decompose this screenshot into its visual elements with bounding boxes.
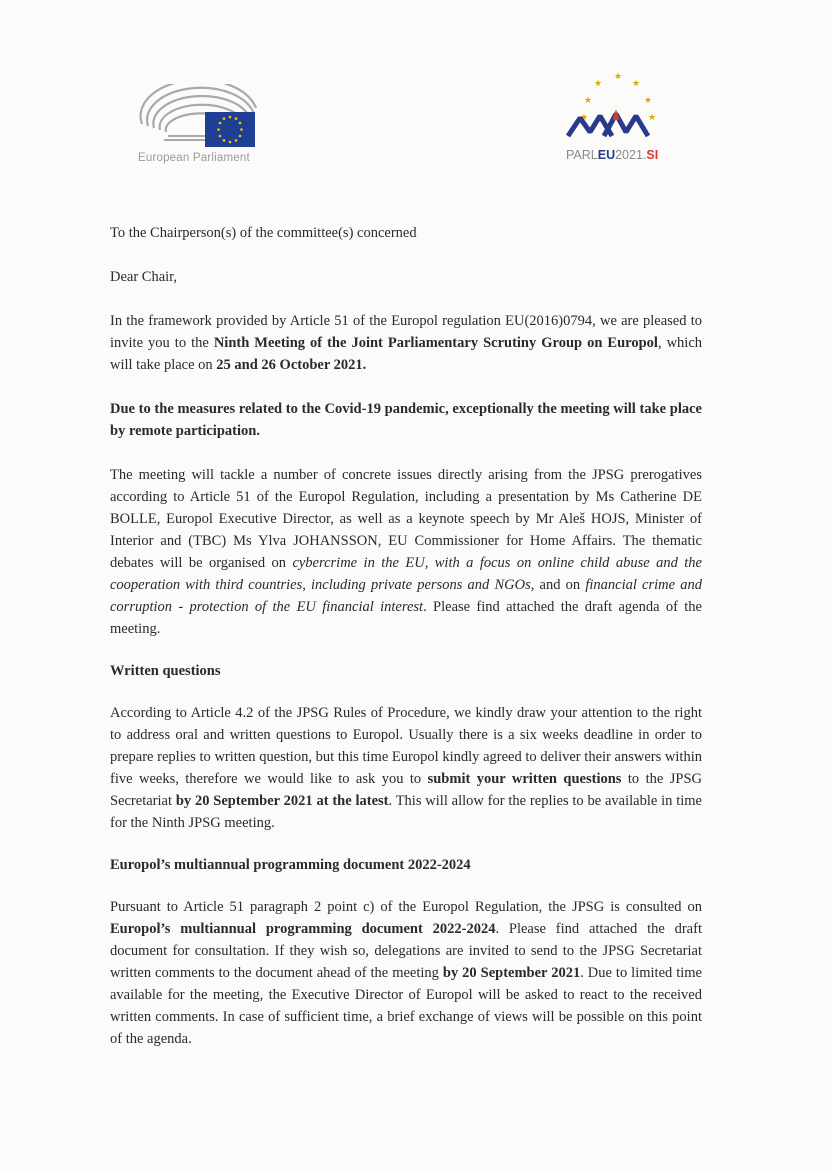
svg-text:★: ★ [614,72,623,82]
svg-text:★: ★ [580,113,589,123]
invitation-paragraph: In the framework provided by Article 51 of the Europol regulation EU(2016)0794, we are pleased to invite you to the Ninth Meeting of the Joint Parliamentary Scrutiny Group on Europol, which will take place on 25 and 26 October 2021. [110,313,703,373]
caption-si: SI [646,148,659,162]
svg-text:★: ★ [594,79,603,89]
hemicycle-icon [138,84,263,148]
svg-text:★: ★ [644,96,653,106]
programming-paragraph: Pursuant to Article 51 paragraph 2 point c) of the Europol Regulation, the JPSG is consulted on Europol’s multiannual programming document 2022-2024. Please find attached the draft document for consultation. If they wish so, delegations are invited to send to the JPSG Secretariat written comments to the document ahead of the meeting by 20 September 2021. Due to limited time available for the meeting, the Executive Director of Europol will be asked to react to the received written comments. In case of sufficient time, a brief exchange of views will be possible on this point of the agenda. [110,899,702,1047]
letter-body [110,222,702,1050]
svg-text:★: ★ [584,96,593,106]
covid-notice: Due to the measures related to the Covid-19 pandemic, exceptionally the meeting will take place by remote participation. [110,401,702,439]
svg-text:★: ★ [648,113,657,123]
svg-text:★: ★ [632,79,641,89]
caption-year: 2021. [615,148,647,162]
written-questions-paragraph: According to Article 4.2 of the JPSG Rules of Procedure, we kindly draw your attention to the right to address oral and written questions to Europol. Usually there is a six weeks deadline in order to prepare replies to written question, but this time Europol kindly agreed to deliver their answers within five weeks, therefore we would like to ask you to submit your written questions to the JPSG Secretariat by 20 September 2021 at the latest. This will allow for the replies to be available in time for the Ninth JPSG meeting. [110,705,702,831]
caption-parl: PARL [566,148,598,162]
section-heading-programming: Europol’s multiannual programming document 2022-2024 [110,857,471,873]
presidency-emblem-icon [560,70,675,142]
salutation: Dear Chair, [110,269,178,285]
european-parliament-logo [138,84,263,170]
ep-logo-caption: European Parliament [138,152,250,164]
presidency-logo [560,70,675,170]
caption-eu: EU [597,148,616,162]
agenda-paragraph: The meeting will tackle a number of concrete issues directly arising from the JPSG prerogatives according to Article 51 of the Europol Regulation, including a presentation by Ms Catherine DE BOLLE, Europol Executive Director, as well as a keynote speech by Mr Aleš HOJS, Minister of Interior and (TBC) Ms Ylva JOHANSSON, EU Commissioner for Home Affairs. The thematic debates will be organised on cybercrime in the EU, with a focus on online child abuse and the cooperation with third countries, including private persons and NGOs, and on financial crime and corruption - protection of the EU financial interest. Please find attached the draft agenda of the meeting. [110,467,703,637]
section-heading-written-questions: Written questions [110,663,221,679]
presidency-caption [566,148,658,162]
addressee: To the Chairperson(s) of the committee(s) concerned [110,225,417,241]
